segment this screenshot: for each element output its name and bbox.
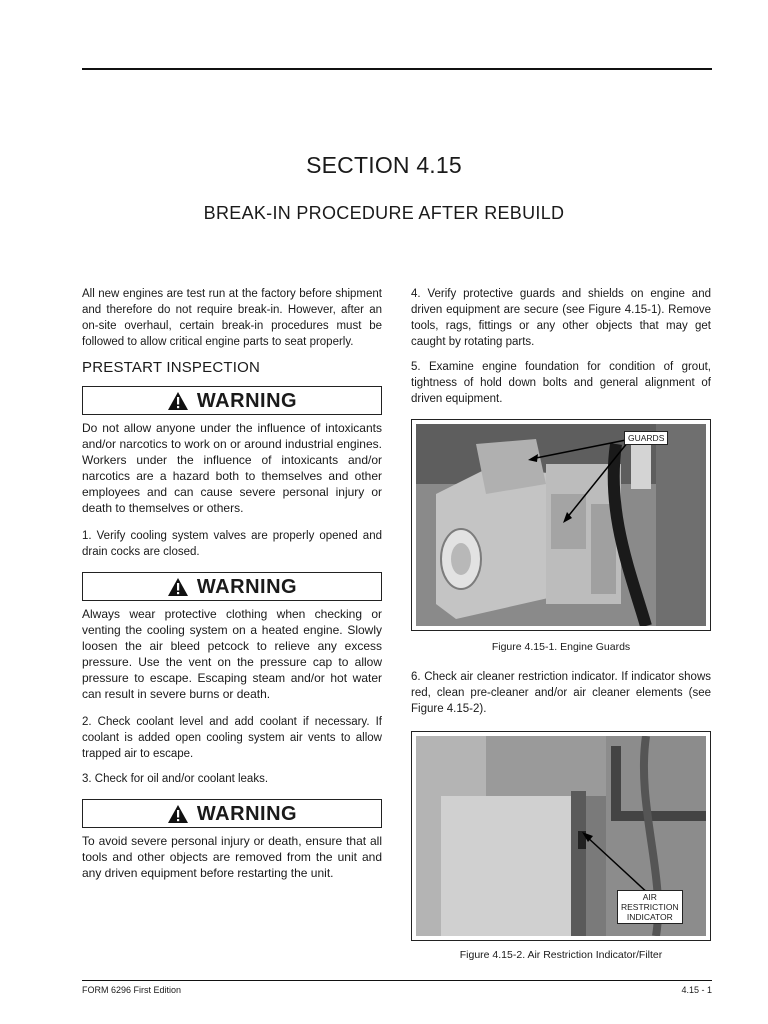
section-title: SECTION 4.15 (306, 152, 462, 178)
warning-text-1: Do not allow anyone under the influence of intoxicants and/or narcotics to work on or around industrial engines. Workers under the influence of intoxicants and/or narcotics are a hazard both to themselves and other employees and can cause severe personal injury or death to themselves or others. (82, 421, 382, 515)
step-1: 1. Verify cooling system valves are properly opened and drain cocks are closed. (82, 530, 382, 558)
warning-banner-1 (82, 386, 382, 415)
step-6: 6. Check air cleaner restriction indicator. If indicator shows red, clean pre-cleaner and/or air cleaner elements (see Figure 4.15-2). (411, 671, 711, 715)
left-column (82, 286, 382, 893)
warning-banner-2 (82, 572, 382, 601)
figure-2-caption: Figure 4.15-2. Air Restriction Indicator/Filter (459, 949, 663, 961)
engine-guards-photo (416, 424, 706, 626)
callout-line-3: INDICATOR (626, 912, 673, 922)
right-column (411, 286, 711, 977)
step-2: 2. Check coolant level and add coolant if necessary. If coolant is added open cooling system air vents to allow trapped air to escape. (82, 716, 382, 760)
figure-1-caption: Figure 4.15-1. Engine Guards (491, 641, 631, 653)
intro-paragraph: All new engines are test run at the factory before shipment and therefore do not require break-in. However, after an on-site overhaul, certain break-in procedures must be followed to allow critical engine parts to seat properly. (82, 288, 382, 348)
footer-form: FORM 6296 First Edition (82, 985, 182, 995)
warning-label: WARNING (196, 802, 298, 825)
warning-text-2: Always wear protective clothing when checking or venting the cooling system on a heated engine. Slowly loosen the air bleed petcock to relieve any excess pressure. Use the vent on the pressure cap to allow pressure to escape. Escaping steam and/or hot water can result in severe burns or death. (82, 607, 382, 701)
figure-engine-guards (411, 419, 711, 631)
step-3: 3. Check for oil and/or coolant leaks. (82, 773, 269, 785)
prestart-heading: PRESTART INSPECTION (82, 359, 260, 376)
callout-line-1: AIR (642, 892, 657, 902)
warning-triangle-icon (167, 577, 189, 597)
warning-banner-3 (82, 799, 382, 828)
section-subtitle: BREAK-IN PROCEDURE AFTER REBUILD (203, 203, 565, 223)
warning-triangle-icon (167, 391, 189, 411)
top-rule (82, 68, 712, 70)
air-restriction-callout (617, 890, 683, 924)
footer-page-number: 4.15 - 1 (681, 985, 712, 995)
guards-callout: GUARDS (624, 431, 668, 445)
callout-line-2: RESTRICTION (621, 902, 679, 912)
warning-triangle-icon (167, 804, 189, 824)
warning-text-3: To avoid severe personal injury or death, ensure that all tools and other objects are removed from the unit and any driven equipment before restarting the unit. (82, 834, 382, 880)
warning-label: WARNING (196, 389, 298, 412)
bottom-rule (82, 980, 712, 981)
warning-label: WARNING (196, 575, 298, 598)
figure-air-restriction (411, 731, 711, 941)
step-5: 5. Examine engine foundation for condition of grout, tightness of hold down bolts and general alignment of driven equipment. (411, 361, 711, 405)
step-4: 4. Verify protective guards and shields on engine and driven equipment are secure (see Figure 4.15-1). Remove tools, rags, fittings or any other objects that may get caught by rotating parts. (411, 288, 711, 348)
